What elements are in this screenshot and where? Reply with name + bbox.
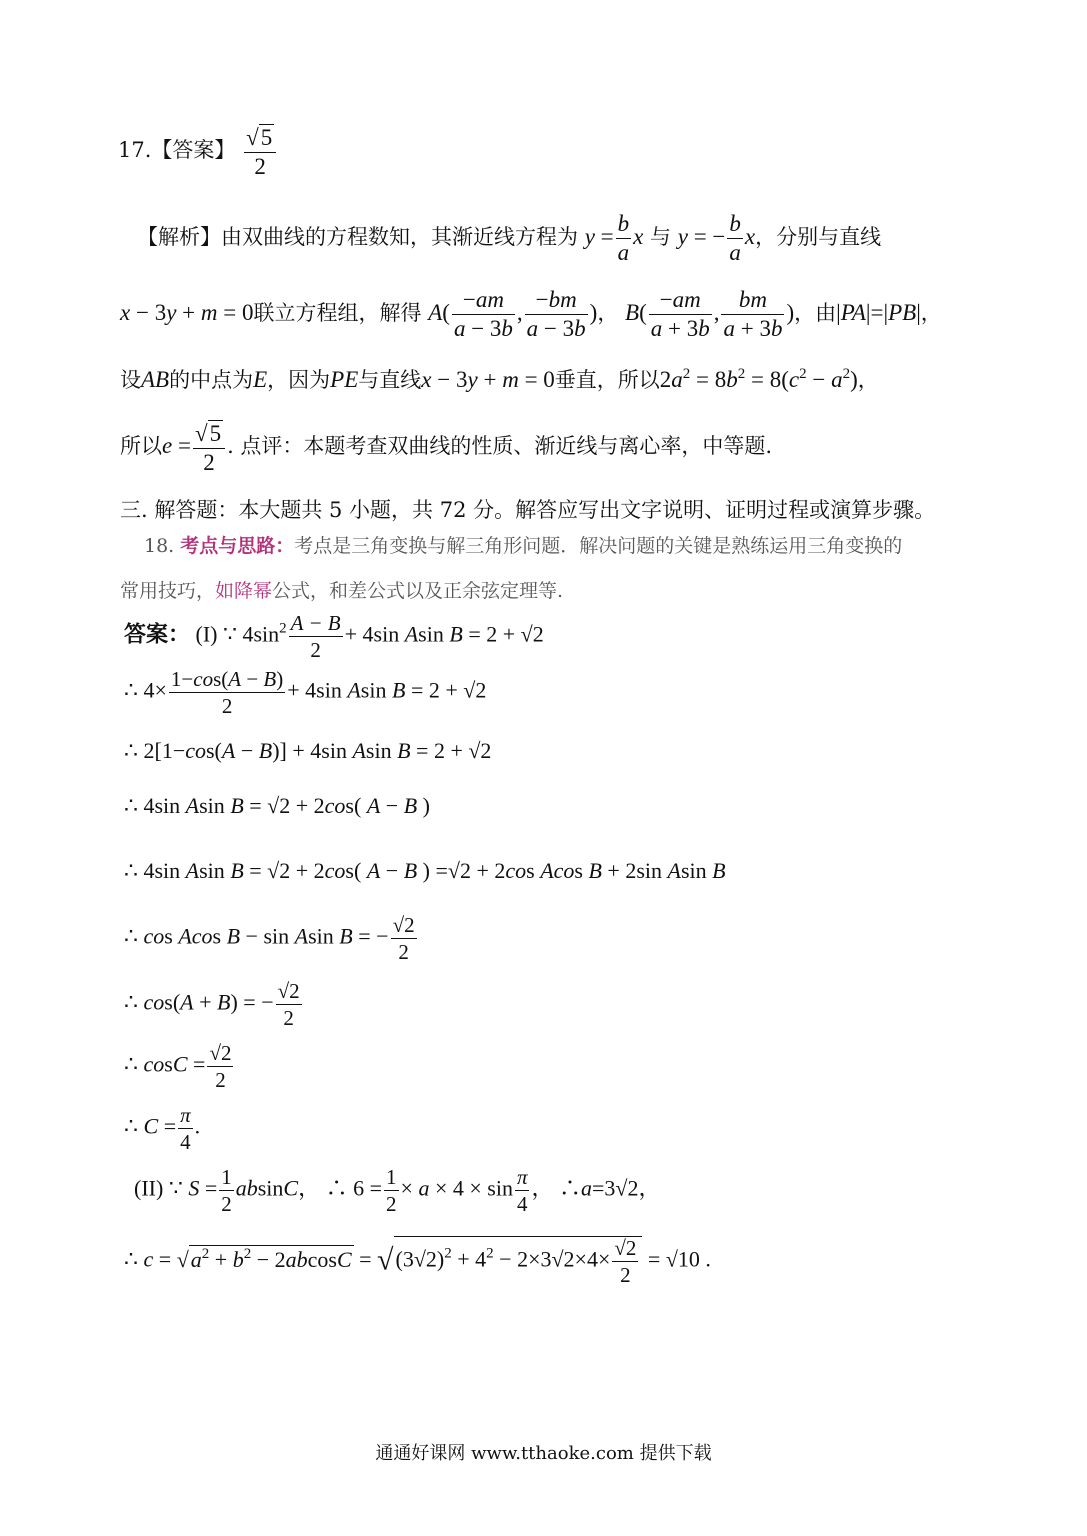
q17-number: 17.	[118, 138, 152, 163]
q17-analysis-line-1: 【解析】由双曲线的方程数知，其渐近线方程为 y = $\frac{b}{a}$ x 与 y = − $\frac{b}{a}$ x，分别与直线	[137, 211, 882, 266]
q18-topic-line-2	[120, 576, 563, 603]
q18-step-1: 答案： (I) ∵ $4\sin^2$ $\frac{A - B}{2}$ + 4sin Asin B = 2 + √2	[124, 611, 544, 663]
q17-text: ，因为	[267, 368, 331, 392]
q18-part-1-label: (I)	[195, 621, 218, 647]
q17-text: ，分别与直线	[755, 224, 882, 249]
q18-topic-text: 常用技巧，	[120, 580, 216, 602]
q17-text: 的中点为	[169, 368, 254, 392]
q18-part-2-label: (II)	[134, 1175, 164, 1201]
q18-answer-label: 答案：	[124, 621, 191, 647]
q17-text: . 点评：本题考查双曲线的性质、渐近线与离心率，中等题.	[227, 434, 773, 458]
q18-topic-line-1	[144, 531, 902, 558]
q17-text: 设	[120, 368, 141, 392]
q18-number: 18.	[144, 535, 175, 557]
q18-step-5: ∴ 4sin Asin B = √2 + 2cos( A − B ) =√2 + 2cos Acos B + 2sin Asin B	[124, 858, 726, 883]
q17-answer-value: $\frac{√5}{2}$	[244, 124, 276, 179]
q17-analysis-tag: 【解析】	[137, 224, 221, 249]
q17-analysis-line-4: 所以e = $\frac{√5}{2}$ . 点评：本题考查双曲线的性质、渐近线与离心率，中等题.	[120, 421, 773, 476]
q18-topic-text: 公式，和差公式以及正余弦定理等.	[272, 580, 564, 602]
q18-topic-label: 考点与思路：	[180, 535, 295, 557]
q18-step-9: ∴ C = $\frac{\pi}{4}$ .	[124, 1103, 201, 1155]
q18-topic-text: 考点是三角变换与解三角形问题．解决问题的关键是熟练运用三角变换的	[294, 535, 903, 557]
q17-text: 与直线	[358, 368, 422, 392]
q18-step-10: (II) ∵ S = $\frac{1}{2}$ absinC， ∴ 6 = $\frac{1}{2}$ × a × 4 × sin $\frac{\pi}{4}$ ， ∴a=3√2，	[134, 1165, 661, 1217]
q18-step-11: ∴ $c = √a^2 + b^2 - 2abcosC = √(3√2)^2 + 4^2 - 2\times 3√2\times 4\times$ $\frac{√2}{2}$ = √10 .	[124, 1236, 711, 1288]
q18-step-7: ∴ cos(A + B) = − $\frac{√2}{2}$	[124, 979, 300, 1031]
q17-answer-line	[118, 124, 278, 179]
q18-step-4: ∴ 4sin Asin B = √2 + 2cos( A − B )	[124, 793, 430, 818]
footer-text: 通通好课网 www.tthaoke.com 提供下载	[375, 1443, 712, 1464]
q18-step-2: ∴ 4× $\frac{1-\cos(A - B)}{2}$ + 4sin Asin B = 2 + √2	[124, 667, 487, 719]
q18-step-6: ∴ cos Acos B − sin Asin B = − $\frac{√2}{2}$	[124, 913, 415, 965]
q17-text: 垂直，所以	[554, 368, 660, 392]
q17-text: ，由	[794, 300, 837, 325]
q18-step-8: ∴ cosC = $\frac{√2}{2}$	[124, 1041, 232, 1093]
q17-text: 由双曲线的方程数知，其渐近线方程为	[221, 224, 578, 249]
q17-text: 联立方程组，解得	[253, 300, 422, 325]
q17-analysis-line-2: x − 3y + m = 0联立方程组，解得 A( $\frac{-am}{a - 3b}$ , $\frac{-bm}{a - 3b}$ )， B( $\frac{-am}{a + 3b}$ , $\frac{bm}{a + 3b}$ )，由|PA|=|PB|，	[120, 287, 942, 342]
q17-answer-tag: 【答案】	[151, 138, 236, 163]
q17-text: 与	[650, 224, 672, 249]
section-3-heading: 三. 解答题：本大题共 5 小题，共 72 分。解答应写出文字说明、证明过程或演算步骤。	[120, 498, 936, 522]
q18-topic-highlight: 如降幂	[215, 580, 273, 602]
q17-analysis-line-3: 设AB的中点为E，因为PE与直线x − 3y + m = 0垂直，所以$2a^2 = 8b^2 = 8(c^2 - a^2)$，	[120, 366, 879, 392]
q18-step-3: ∴ 2[1−cos(A − B)] + 4sin Asin B = 2 + √2	[124, 738, 492, 763]
q17-text: 所以	[120, 434, 162, 458]
